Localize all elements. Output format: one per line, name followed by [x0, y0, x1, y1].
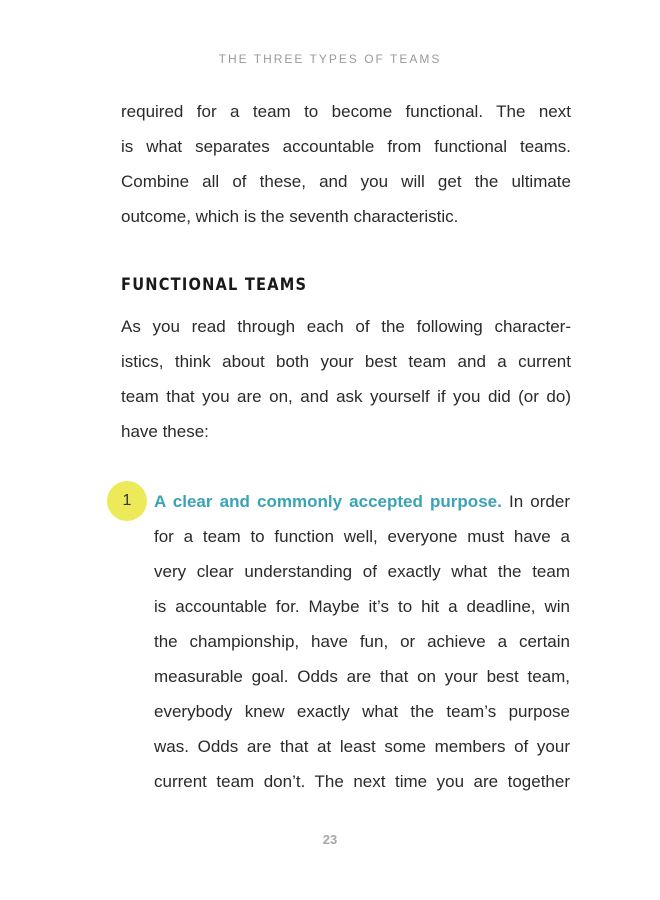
- text-line: outcome, which is the seventh characteristic.: [121, 207, 459, 226]
- text-line: As you read through each of the following character-: [121, 317, 571, 336]
- text-line: Combine all of these, and you will get the ultimate: [121, 172, 571, 191]
- running-head: THE THREE TYPES OF TEAMS: [218, 52, 442, 66]
- page-number: 23: [322, 832, 338, 847]
- text-line: measurable goal. Odds are that on your best team,: [154, 667, 570, 686]
- list-item: [154, 484, 570, 799]
- section-heading: FUNCTIONAL TEAMS: [121, 275, 308, 295]
- text-line: current team don’t. The next time you are together: [154, 772, 570, 791]
- text-line: everybody knew exactly what the team’s purpose: [154, 702, 570, 721]
- text-line: required for a team to become functional. The next: [121, 102, 571, 121]
- text-line: the championship, have fun, or achieve a certain: [154, 632, 570, 651]
- text-line: team that you are on, and ask yourself if you did (or do): [121, 387, 571, 406]
- text-line: very clear understanding of exactly what the team: [154, 562, 570, 581]
- text-line: have these:: [121, 422, 209, 441]
- text-line: was. Odds are that at least some members of your: [154, 737, 570, 756]
- intro-paragraph: [121, 94, 571, 234]
- item-first-line-rest: In order: [501, 492, 570, 511]
- section-intro-paragraph: [121, 309, 571, 449]
- text-line: istics, think about both your best team and a current: [121, 352, 571, 371]
- item-first-line: [154, 484, 570, 519]
- item-title: A clear and commonly accepted purpose.: [154, 492, 502, 511]
- text-line: is accountable for. Maybe it’s to hit a deadline, win: [154, 597, 570, 616]
- item-number-badge: 1: [107, 481, 147, 521]
- text-line: is what separates accountable from functional teams.: [121, 137, 571, 156]
- text-line: for a team to function well, everyone must have a: [154, 527, 570, 546]
